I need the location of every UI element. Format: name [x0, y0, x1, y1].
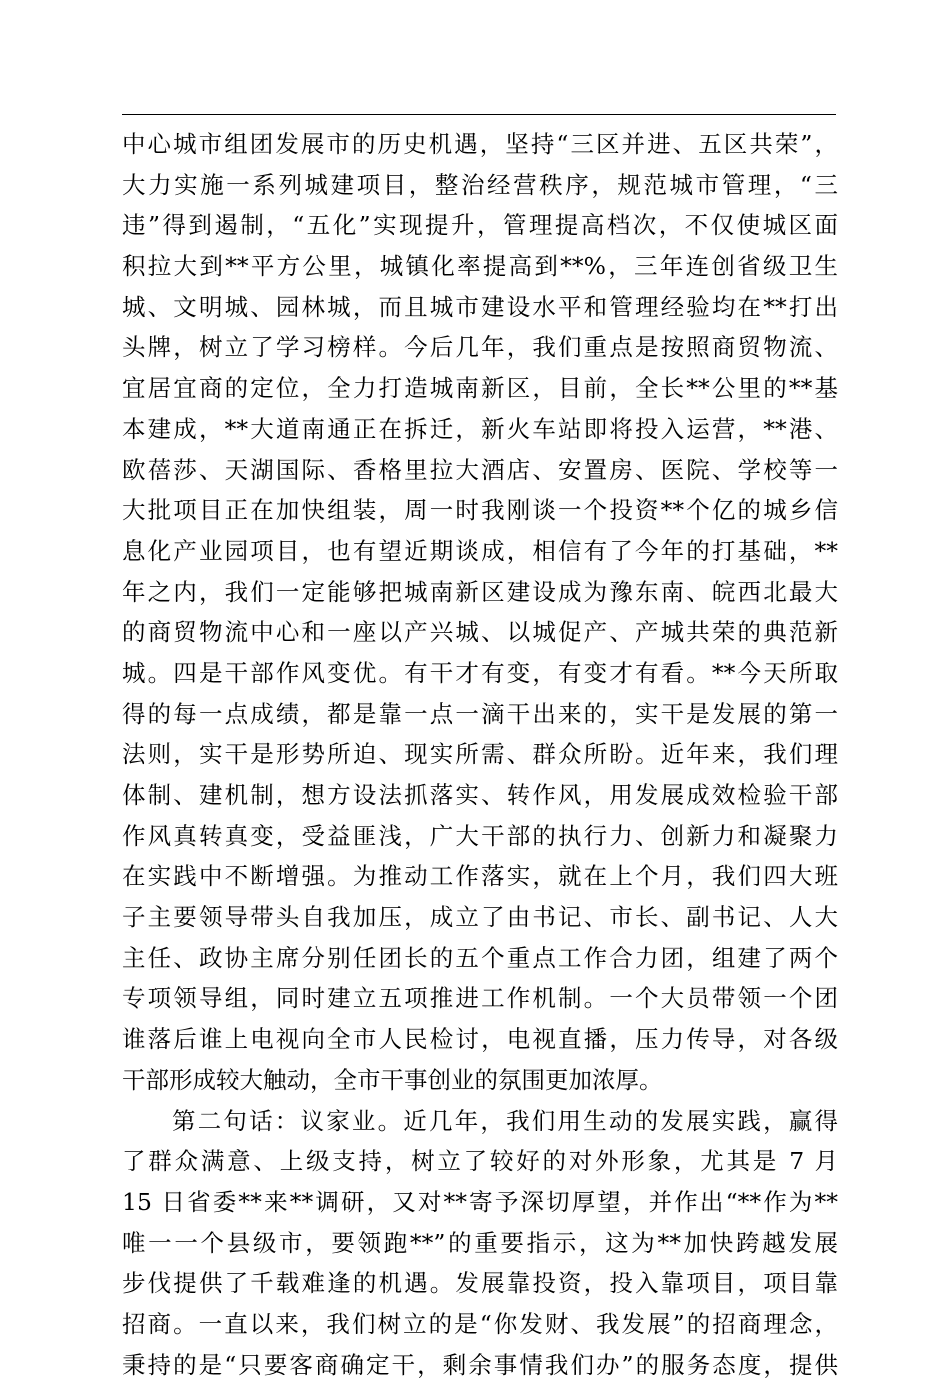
text-line: 城、文明城、园林城，而且城市建设水平和管理经验均在**打出: [122, 287, 838, 328]
text-line: 招商。一直以来，我们树立的是“你发财、我发展”的招商理念，: [122, 1304, 838, 1345]
text-line: 大力实施一系列城建项目，整治经营秩序，规范城市管理，“三: [122, 165, 838, 206]
text-line: 唯一一个县级市，要领跑**”的重要指示，这为**加快跨越发展: [122, 1223, 838, 1264]
header-rule: [122, 114, 836, 115]
text-line: 体制、建机制，想方设法抓落实、转作风，用发展成效检验干部: [122, 775, 838, 816]
text-line: 宜居宜商的定位，全力打造城南新区，目前，全长**公里的**基: [122, 368, 838, 409]
text-line: 中心城市组团发展市的历史机遇，坚持“三区并进、五区共荣”，: [122, 124, 838, 165]
text-line: 头牌，树立了学习榜样。今后几年，我们重点是按照商贸物流、: [122, 327, 838, 368]
text-line: 第二句话：议家业。近几年，我们用生动的发展实践，赢得: [122, 1101, 838, 1142]
text-line: 谁落后谁上电视向全市人民检讨，电视直播，压力传导，对各级: [122, 1019, 838, 1060]
text-line: 15 日省委**来**调研，又对**寄予深切厚望，并作出“**作为**: [122, 1182, 838, 1223]
text-line: 积拉大到**平方公里，城镇化率提高到**%，三年连创省级卫生: [122, 246, 838, 287]
text-line: 作风真转真变，受益匪浅，广大干部的执行力、创新力和凝聚力: [122, 816, 838, 857]
text-line: 主任、政协主席分别任团长的五个重点工作合力团，组建了两个: [122, 938, 838, 979]
paragraph: [122, 124, 838, 1101]
text-line: 年之内，我们一定能够把城南新区建设成为豫东南、皖西北最大: [122, 572, 838, 613]
text-line: 的商贸物流中心和一座以产兴城、以城促产、产城共荣的典范新: [122, 612, 838, 653]
text-line: 了群众满意、上级支持，树立了较好的对外形象，尤其是 7 月: [122, 1141, 838, 1182]
text-line: 专项领导组，同时建立五项推进工作机制。一个大员带领一个团: [122, 978, 838, 1019]
text-line: 本建成，**大道南通正在拆迁，新火车站即将投入运营，**港、: [122, 409, 838, 450]
text-line: 城。四是干部作风变优。有干才有变，有变才有看。**今天所取: [122, 653, 838, 694]
text-line: 违”得到遏制，“五化”实现提升，管理提高档次，不仅使城区面: [122, 205, 838, 246]
text-line: 秉持的是“只要客商确定干，剩余事情我们办”的服务态度，提供: [122, 1345, 838, 1385]
text-line: 干部形成较大触动，全市干事创业的氛围更加浓厚。: [122, 1060, 838, 1101]
text-line: 欧蓓莎、天湖国际、香格里拉大酒店、安置房、医院、学校等一: [122, 450, 838, 491]
text-line: 法则，实干是形势所迫、现实所需、群众所盼。近年来，我们理: [122, 734, 838, 775]
text-line: 得的每一点成绩，都是靠一点一滴干出来的，实干是发展的第一: [122, 694, 838, 735]
text-line: 大批项目正在加快组装，周一时我刚谈一个投资**个亿的城乡信: [122, 490, 838, 531]
paragraph: [122, 1101, 838, 1385]
text-line: 子主要领导带头自我加压，成立了由书记、市长、副书记、人大: [122, 897, 838, 938]
body-text: [122, 124, 838, 1385]
text-line: 步伐提供了千载难逢的机遇。发展靠投资，投入靠项目，项目靠: [122, 1263, 838, 1304]
text-line: 息化产业园项目，也有望近期谈成，相信有了今年的打基础，**: [122, 531, 838, 572]
text-line: 在实践中不断增强。为推动工作落实，就在上个月，我们四大班: [122, 856, 838, 897]
